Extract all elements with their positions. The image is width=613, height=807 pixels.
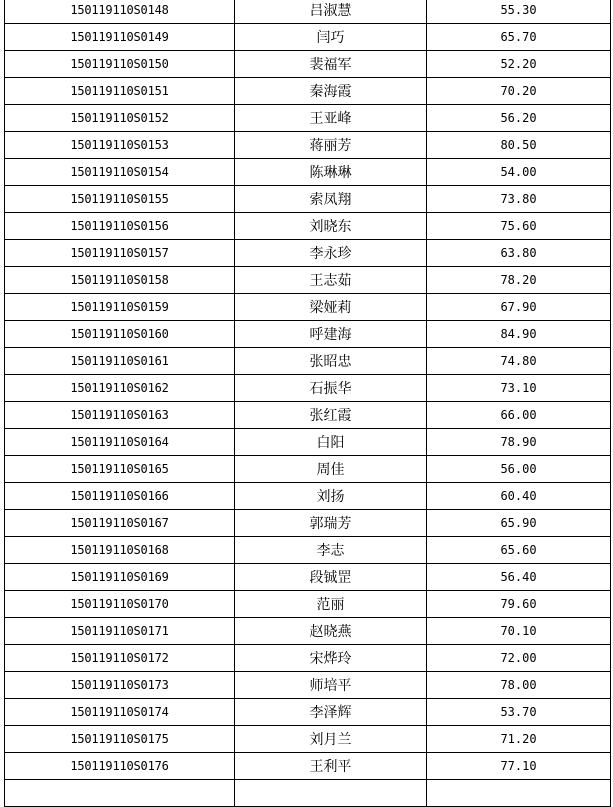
table-row (5, 564, 611, 591)
examinee-id-cell: 150119110S0149 (5, 24, 235, 51)
score-cell: 71.20 (427, 726, 611, 753)
name-cell: 李志 (235, 537, 427, 564)
examinee-id-cell: 150119110S0175 (5, 726, 235, 753)
examinee-id-cell: 150119110S0154 (5, 159, 235, 186)
score-cell: 78.90 (427, 429, 611, 456)
name-cell: 闫巧 (235, 24, 427, 51)
name-cell: 郭瑞芳 (235, 510, 427, 537)
examinee-id-cell: 150119110S0171 (5, 618, 235, 645)
name-cell: 裴福军 (235, 51, 427, 78)
examinee-id-cell: 150119110S0164 (5, 429, 235, 456)
table-row (5, 402, 611, 429)
score-table (4, 0, 611, 807)
score-cell: 52.20 (427, 51, 611, 78)
score-cell: 55.30 (427, 0, 611, 24)
examinee-id-cell: 150119110S0157 (5, 240, 235, 267)
name-cell: 白阳 (235, 429, 427, 456)
score-cell: 63.80 (427, 240, 611, 267)
table-row (5, 645, 611, 672)
name-cell: 李泽辉 (235, 699, 427, 726)
name-cell: 呼建海 (235, 321, 427, 348)
score-cell: 84.90 (427, 321, 611, 348)
score-cell: 79.60 (427, 591, 611, 618)
table-row (5, 0, 611, 24)
name-cell: 赵晓燕 (235, 618, 427, 645)
examinee-id-cell: 150119110S0152 (5, 105, 235, 132)
table-row-bottom-edge (5, 780, 611, 807)
table-row (5, 672, 611, 699)
examinee-id-cell: 150119110S0150 (5, 51, 235, 78)
score-cell: 78.00 (427, 672, 611, 699)
name-cell: 王志茹 (235, 267, 427, 294)
name-cell: 师培平 (235, 672, 427, 699)
name-cell: 王利平 (235, 753, 427, 780)
score-cell: 70.10 (427, 618, 611, 645)
score-cell: 65.90 (427, 510, 611, 537)
examinee-id-cell: 150119110S0167 (5, 510, 235, 537)
table-row (5, 78, 611, 105)
score-cell: 73.10 (427, 375, 611, 402)
table-body (5, 0, 611, 807)
examinee-id-cell: 150119110S0148 (5, 0, 235, 24)
score-cell: 75.60 (427, 213, 611, 240)
examinee-id-cell: 150119110S0156 (5, 213, 235, 240)
name-cell: 吕淑慧 (235, 0, 427, 24)
table-row (5, 456, 611, 483)
table-row (5, 537, 611, 564)
examinee-id-cell: 150119110S0176 (5, 753, 235, 780)
examinee-id-cell: 150119110S0169 (5, 564, 235, 591)
table-cell-bottom-edge-score (427, 780, 611, 807)
name-cell: 周佳 (235, 456, 427, 483)
name-cell: 梁娅莉 (235, 294, 427, 321)
name-cell: 石振华 (235, 375, 427, 402)
examinee-id-cell: 150119110S0170 (5, 591, 235, 618)
table-row (5, 51, 611, 78)
table-row (5, 753, 611, 780)
score-cell: 66.00 (427, 402, 611, 429)
score-cell: 65.60 (427, 537, 611, 564)
name-cell: 范丽 (235, 591, 427, 618)
score-cell: 56.40 (427, 564, 611, 591)
table-row (5, 726, 611, 753)
table-row (5, 618, 611, 645)
examinee-id-cell: 150119110S0158 (5, 267, 235, 294)
score-cell: 53.70 (427, 699, 611, 726)
score-cell: 70.20 (427, 78, 611, 105)
table-row (5, 132, 611, 159)
examinee-id-cell: 150119110S0160 (5, 321, 235, 348)
table-row (5, 105, 611, 132)
name-cell: 段铖罡 (235, 564, 427, 591)
score-cell: 54.00 (427, 159, 611, 186)
examinee-id-cell: 150119110S0155 (5, 186, 235, 213)
name-cell: 刘月兰 (235, 726, 427, 753)
score-cell: 78.20 (427, 267, 611, 294)
score-cell: 60.40 (427, 483, 611, 510)
table-row (5, 267, 611, 294)
name-cell: 陈琳琳 (235, 159, 427, 186)
examinee-id-cell: 150119110S0173 (5, 672, 235, 699)
table-row (5, 699, 611, 726)
score-cell: 80.50 (427, 132, 611, 159)
table-row (5, 429, 611, 456)
table-row (5, 321, 611, 348)
examinee-id-cell: 150119110S0159 (5, 294, 235, 321)
examinee-id-cell: 150119110S0168 (5, 537, 235, 564)
name-cell: 蒋丽芳 (235, 132, 427, 159)
score-cell: 77.10 (427, 753, 611, 780)
table-row (5, 186, 611, 213)
examinee-id-cell: 150119110S0174 (5, 699, 235, 726)
score-cell: 65.70 (427, 24, 611, 51)
table-row (5, 240, 611, 267)
name-cell: 索凤翔 (235, 186, 427, 213)
score-cell: 73.80 (427, 186, 611, 213)
score-cell: 74.80 (427, 348, 611, 375)
examinee-id-cell: 150119110S0153 (5, 132, 235, 159)
examinee-id-cell: 150119110S0172 (5, 645, 235, 672)
name-cell: 刘晓东 (235, 213, 427, 240)
table-row (5, 510, 611, 537)
name-cell: 宋烨玲 (235, 645, 427, 672)
table-cell-bottom-edge-name (235, 780, 427, 807)
score-cell: 56.00 (427, 456, 611, 483)
name-cell: 张红霞 (235, 402, 427, 429)
examinee-id-cell: 150119110S0165 (5, 456, 235, 483)
table-row (5, 294, 611, 321)
score-cell: 56.20 (427, 105, 611, 132)
name-cell: 刘扬 (235, 483, 427, 510)
name-cell: 李永珍 (235, 240, 427, 267)
examinee-id-cell: 150119110S0151 (5, 78, 235, 105)
table-row (5, 24, 611, 51)
table-row (5, 213, 611, 240)
examinee-id-cell: 150119110S0161 (5, 348, 235, 375)
table-row (5, 159, 611, 186)
name-cell: 张昭忠 (235, 348, 427, 375)
table-row (5, 591, 611, 618)
name-cell: 王亚峰 (235, 105, 427, 132)
table-row (5, 483, 611, 510)
score-cell: 67.90 (427, 294, 611, 321)
table-cell-bottom-edge-id (5, 780, 235, 807)
table-row (5, 348, 611, 375)
examinee-id-cell: 150119110S0162 (5, 375, 235, 402)
examinee-id-cell: 150119110S0163 (5, 402, 235, 429)
score-cell: 72.00 (427, 645, 611, 672)
name-cell: 秦海霞 (235, 78, 427, 105)
table-row (5, 375, 611, 402)
examinee-id-cell: 150119110S0166 (5, 483, 235, 510)
